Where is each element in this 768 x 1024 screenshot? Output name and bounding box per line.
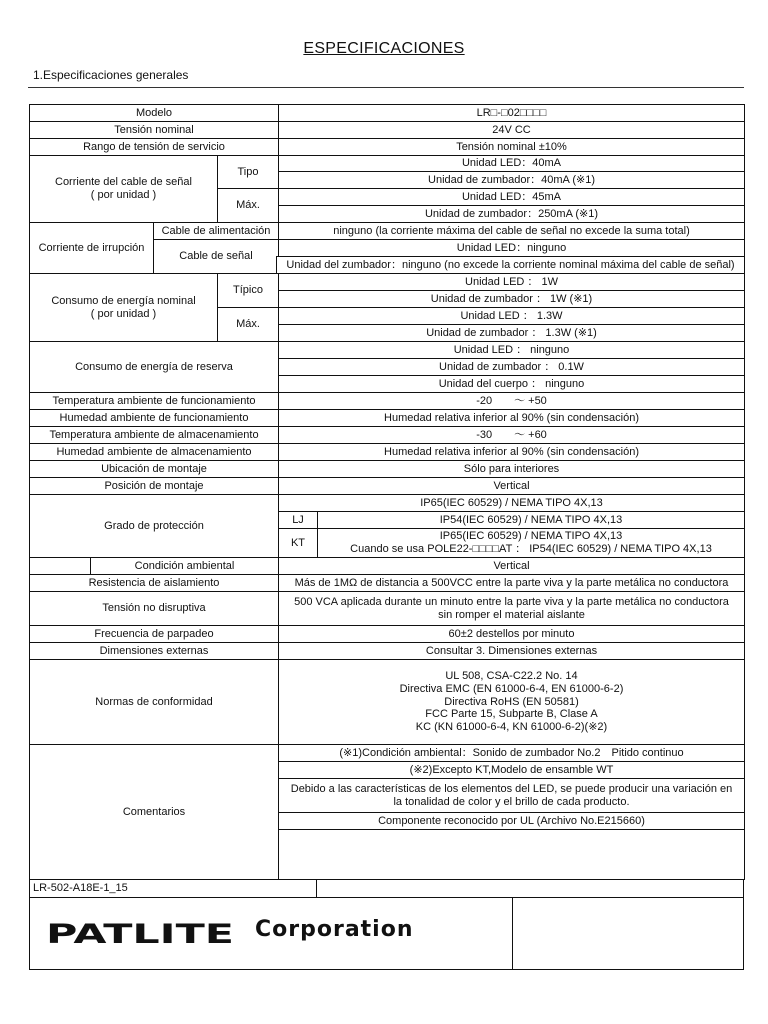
condicion-value: Vertical <box>278 557 745 575</box>
proteccion-lj-value: IP54(IEC 60529) / NEMA TIPO 4X,13 <box>317 511 745 529</box>
irrupcion-alim-value: ninguno (la corriente máxima del cable de señal no excede la suma total) <box>278 222 745 240</box>
temp-alm-value: -30 ～ +60 <box>278 426 745 444</box>
corriente-tipo-led: Unidad LED：40mA <box>278 155 745 172</box>
parpadeo-label: Frecuencia de parpadeo <box>29 625 279 643</box>
corriente-tipo-zumbador: Unidad de zumbador：40mA (※1) <box>278 171 745 189</box>
hum-func-label: Humedad ambiente de funcionamiento <box>29 409 279 427</box>
comentario-3-line-2: la tonalidad de color y el brillo de cada producto. <box>393 795 630 808</box>
patlite-logo-text: PATLITE <box>46 919 234 948</box>
tension-nominal-label: Tensión nominal <box>29 121 279 139</box>
comentario-4: Componente reconocido por UL (Archivo No.E215660) <box>278 812 745 830</box>
section-subtitle: 1.Especificaciones generales <box>33 68 189 82</box>
hum-alm-value: Humedad relativa inferior al 90% (sin condensación) <box>278 443 745 461</box>
page-title: ESPECIFICACIONES <box>303 40 465 57</box>
consumo-tip-zumbador: Unidad de zumbador ： 1W (※1) <box>278 290 745 308</box>
normas-value <box>278 659 745 745</box>
corriente-cable-label <box>29 155 218 223</box>
aislamiento-label: Resistencia de aislamiento <box>29 574 279 592</box>
reserva-label: Consumo de energía de reserva <box>29 341 279 393</box>
irrupcion-senal-zumbador: Unidad del zumbador：ninguno (no excede la corriente nominal máxima del cable de señal) <box>276 256 745 274</box>
disruptiva-value <box>278 591 745 626</box>
signature-cell <box>512 897 744 970</box>
rango-value: Tensión nominal ±10% <box>278 138 745 156</box>
temp-alm-label: Temperatura ambiente de almacenamiento <box>29 426 279 444</box>
proteccion-kt-label: KT <box>278 528 318 558</box>
consumo-label-line-2: ( por unidad ) <box>90 307 157 320</box>
consumo-max-label: Máx. <box>217 307 279 342</box>
proteccion-kt-value-line-1: IP65(IEC 60529) / NEMA TIPO 4X,13 <box>439 530 623 543</box>
hum-alm-label: Humedad ambiente de almacenamiento <box>29 443 279 461</box>
consumo-max-led: Unidad LED ： 1.3W <box>278 307 745 325</box>
ubicacion-value: Sólo para interiores <box>278 460 745 478</box>
normas-value-line-2: Directiva EMC (EN 61000-6-4, EN 61000-6-2) <box>399 683 624 696</box>
modelo-value: LR□-□02□□□□ <box>278 104 745 122</box>
modelo-label: Modelo <box>29 104 279 122</box>
comentarios-label: Comentarios <box>29 744 279 880</box>
irrupcion-label: Corriente de irrupción <box>29 222 154 274</box>
corriente-tipo-label: Tipo <box>217 155 279 189</box>
section-divider <box>28 87 744 88</box>
condicion-label: Condición ambiental <box>90 557 279 575</box>
irrupcion-senal-led: Unidad LED：ninguno <box>278 239 745 257</box>
reserva-cuerpo: Unidad del cuerpo ： ninguno <box>278 375 745 393</box>
aislamiento-value: Más de 1MΩ de distancia a 500VCC entre la parte viva y la parte metálica no conductora <box>278 574 745 592</box>
proteccion-kt-value-line-2: Cuando se usa POLE22-□□□□AT ： IP54(IEC 60529) / NEMA TIPO 4X,13 <box>350 543 712 555</box>
comentario-2: (※2)Excepto KT,Modelo de ensamble WT <box>278 761 745 779</box>
doc-number-blank <box>316 879 744 898</box>
normas-value-line-1: UL 508, CSA-C22.2 No. 14 <box>445 670 578 683</box>
posicion-label: Posición de montaje <box>29 477 279 495</box>
corriente-cable-label-line-1: Corriente del cable de señal <box>55 176 192 189</box>
irrupcion-alim-label: Cable de alimentación <box>153 222 279 240</box>
comentario-1: (※1)Condición ambiental：Sonido de zumbador No.2 Pitido continuo <box>278 744 745 762</box>
posicion-value: Vertical <box>278 477 745 495</box>
consumo-tipico-label: Típico <box>217 273 279 308</box>
proteccion-label: Grado de protección <box>29 494 279 558</box>
comentario-3 <box>278 778 745 813</box>
disruptiva-value-line-1: 500 VCA aplicada durante un minuto entre la parte viva y la parte metálica no conductora <box>294 595 729 608</box>
patlite-logo <box>46 918 246 948</box>
reserva-led: Unidad LED ： ninguno <box>278 341 745 359</box>
temp-func-label: Temperatura ambiente de funcionamiento <box>29 392 279 410</box>
dimensiones-label: Dimensiones externas <box>29 642 279 660</box>
corriente-max-zumbador: Unidad de zumbador：250mA (※1) <box>278 205 745 223</box>
tension-nominal-value: 24V CC <box>278 121 745 139</box>
normas-value-line-4: FCC Parte 15, Subparte B, Clase A <box>425 708 598 721</box>
parpadeo-value: 60±2 destellos por minuto <box>278 625 745 643</box>
consumo-label <box>29 273 218 342</box>
normas-value-line-3: Directiva RoHS (EN 50581) <box>444 695 579 708</box>
corriente-cable-label-line-2: ( por unidad ) <box>90 189 157 201</box>
dimensiones-value: Consultar 3. Dimensiones externas <box>278 642 745 660</box>
disruptiva-label: Tensión no disruptiva <box>29 591 279 626</box>
consumo-max-zumbador: Unidad de zumbador ： 1.3W (※1) <box>278 324 745 342</box>
corriente-max-label: Máx. <box>217 188 279 223</box>
consumo-label-line-1: Consumo de energía nominal <box>51 294 196 307</box>
ubicacion-label: Ubicación de montaje <box>29 460 279 478</box>
irrupcion-senal-label: Cable de señal <box>153 239 279 274</box>
comentario-3-line-1: Debido a las características de los elementos del LED, se puede producir una variación en <box>290 782 733 795</box>
corriente-max-led: Unidad LED：45mA <box>278 188 745 206</box>
temp-func-value: -20 ～ +50 <box>278 392 745 410</box>
hum-func-value: Humedad relativa inferior al 90% (sin condensación) <box>278 409 745 427</box>
consumo-tip-led: Unidad LED ： 1W <box>278 273 745 291</box>
proteccion-general: IP65(IEC 60529) / NEMA TIPO 4X,13 <box>278 494 745 512</box>
reserva-zumbador: Unidad de zumbador ： 0.1W <box>278 358 745 376</box>
rango-label: Rango de tensión de servicio <box>29 138 279 156</box>
corporation-text: Corporation <box>255 917 414 942</box>
normas-label: Normas de conformidad <box>29 659 279 745</box>
disruptiva-value-line-2: sin romper el material aislante <box>438 608 585 621</box>
proteccion-lj-label: LJ <box>278 511 318 529</box>
normas-value-line-5: KC (KN 61000-6-4, KN 61000-6-2)(※2) <box>415 720 608 733</box>
doc-number: LR-502-A18E-1_15 <box>29 879 317 898</box>
condicion-spacer <box>29 557 91 575</box>
proteccion-kt-value <box>317 528 745 558</box>
comentario-blank <box>278 829 745 880</box>
